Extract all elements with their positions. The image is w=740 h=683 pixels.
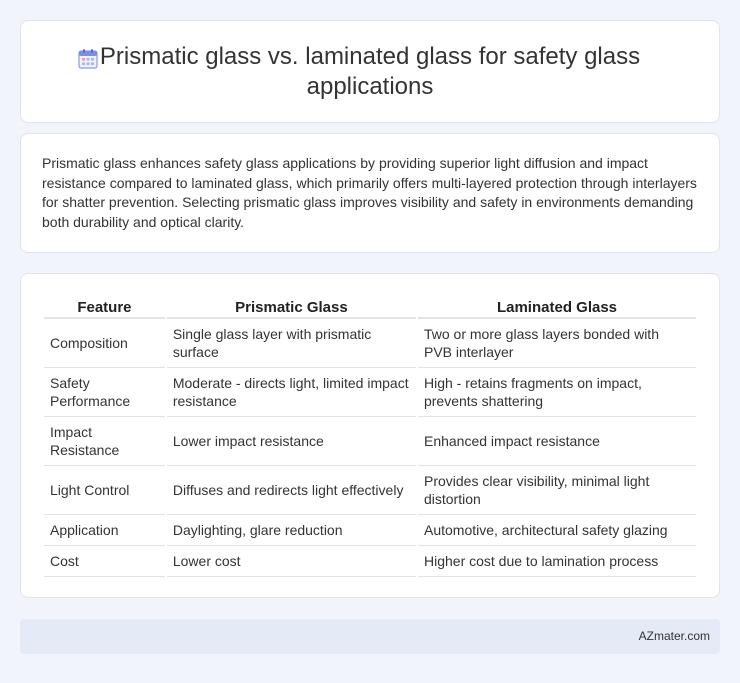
column-header-prismatic: Prismatic Glass bbox=[167, 297, 416, 319]
table-cell-prismatic: Lower impact resistance bbox=[167, 417, 416, 466]
table-cell-laminated: High - retains fragments on impact, prevents shattering bbox=[418, 368, 696, 417]
table-cell-laminated: Two or more glass layers bonded with PVB interlayer bbox=[418, 319, 696, 368]
table-cell-feature: Composition bbox=[44, 319, 165, 368]
table-cell-prismatic: Daylighting, glare reduction bbox=[167, 515, 416, 546]
footer-brand: AZmater.com bbox=[638, 629, 710, 643]
summary-card bbox=[20, 133, 720, 253]
table-cell-laminated: Enhanced impact resistance bbox=[418, 417, 696, 466]
table-row bbox=[44, 368, 696, 417]
table-row bbox=[44, 319, 696, 368]
table-row bbox=[44, 546, 696, 577]
table-cell-prismatic: Single glass layer with prismatic surface bbox=[167, 319, 416, 368]
table-cell-laminated: Automotive, architectural safety glazing bbox=[418, 515, 696, 546]
title-card bbox=[20, 20, 720, 123]
table-row bbox=[44, 515, 696, 546]
column-header-laminated: Laminated Glass bbox=[418, 297, 696, 319]
summary-paragraph: Prismatic glass enhances safety glass applications by providing superior light diffusion and impact resistance compared to laminated glass, which primarily offers multi-layered protection through interlayers for shatter prevention. Selecting prismatic glass improves visibility and safety in environments demanding both durability and optical clarity. bbox=[42, 155, 697, 230]
footer-bar bbox=[20, 619, 720, 654]
table-cell-laminated: Higher cost due to lamination process bbox=[418, 546, 696, 577]
table-cell-feature: Cost bbox=[44, 546, 165, 577]
table-cell-feature: Impact Resistance bbox=[44, 417, 165, 466]
table-row bbox=[44, 466, 696, 515]
comparison-card bbox=[20, 273, 720, 598]
table-row bbox=[44, 417, 696, 466]
table-cell-prismatic: Lower cost bbox=[167, 546, 416, 577]
page-title: Prismatic glass vs. laminated glass for safety glass applications bbox=[99, 43, 641, 100]
table-cell-feature: Application bbox=[44, 515, 165, 546]
column-header-feature: Feature bbox=[44, 297, 165, 319]
comparison-table bbox=[42, 297, 698, 577]
table-header-row bbox=[44, 297, 696, 319]
table-cell-feature: Safety Performance bbox=[44, 368, 165, 417]
table-cell-laminated: Provides clear visibility, minimal light distortion bbox=[418, 466, 696, 515]
table-cell-prismatic: Diffuses and redirects light effectively bbox=[167, 466, 416, 515]
table-cell-feature: Light Control bbox=[44, 466, 165, 515]
table-cell-prismatic: Moderate - directs light, limited impact resistance bbox=[167, 368, 416, 417]
